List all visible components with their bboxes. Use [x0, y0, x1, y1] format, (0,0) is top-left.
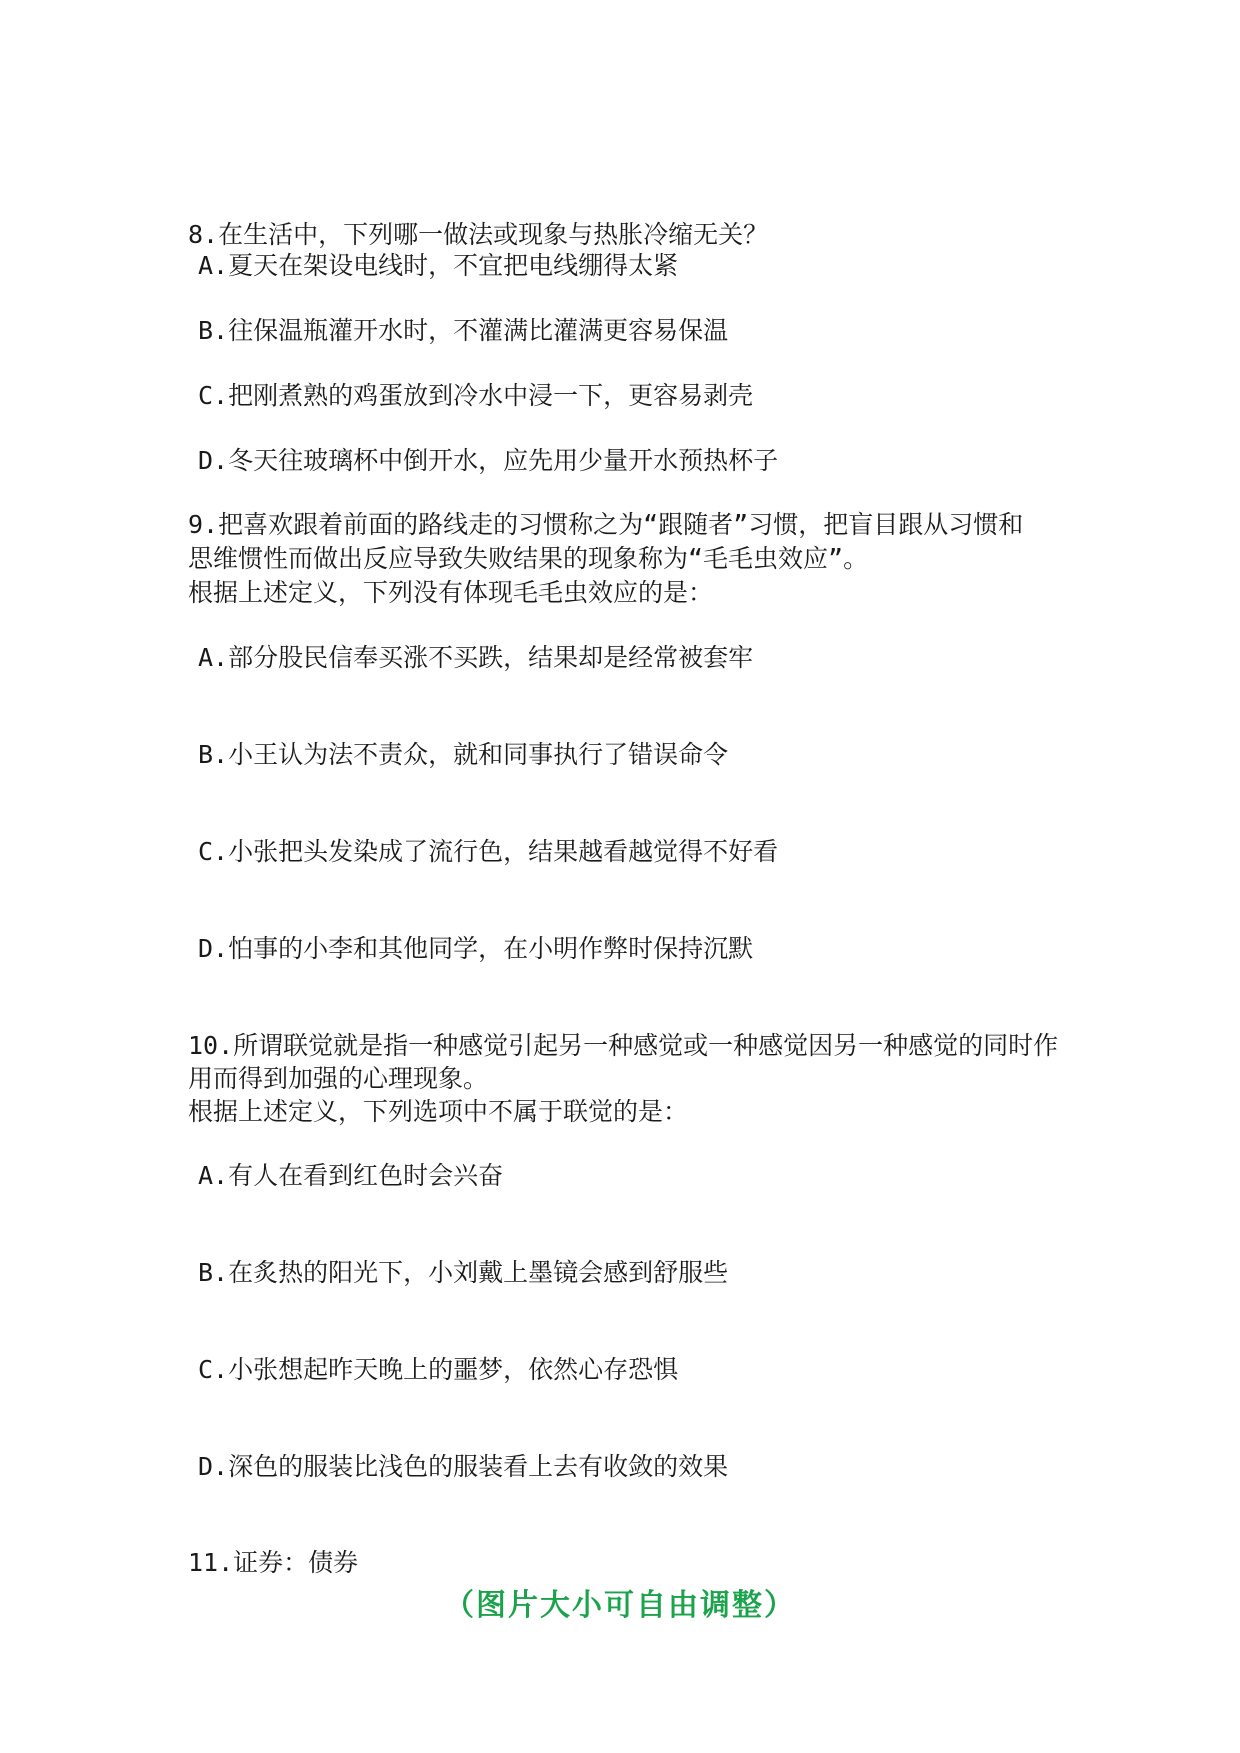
question-9-text-line-3: 根据上述定义，下列没有体现毛毛虫效应的是：: [188, 578, 714, 607]
question-10-option-d: D.深色的服装比浅色的服装看上去有收敛的效果: [198, 1452, 729, 1481]
question-10-option-a: A.有人在看到红色时会兴奋: [198, 1161, 504, 1190]
question-9-option-d: D.怕事的小李和其他同学，在小明作弊时保持沉默: [198, 934, 754, 963]
question-8-text: 8.在生活中，下列哪一做法或现象与热胀冷缩无关？: [188, 220, 769, 249]
question-9-option-c: C.小张把头发染成了流行色，结果越看越觉得不好看: [198, 837, 779, 866]
question-9-text-line-1: 9.把喜欢跟着前面的路线走的习惯称之为“跟随者”习惯，把盲目跟从习惯和: [188, 510, 1024, 539]
question-8-option-d: D.冬天往玻璃杯中倒开水，应先用少量开水预热杯子: [198, 446, 779, 475]
image-resize-note: （图片大小可自由调整）: [444, 1588, 796, 1623]
question-10-option-b: B.在炙热的阳光下，小刘戴上墨镜会感到舒服些: [198, 1258, 729, 1287]
question-10-text-line-1: 10.所谓联觉就是指一种感觉引起另一种感觉或一种感觉因另一种感觉的同时作: [188, 1031, 1059, 1060]
question-8-option-a: A.夏天在架设电线时，不宜把电线绷得太紧: [198, 251, 679, 280]
question-10-text-line-2: 用而得到加强的心理现象。: [188, 1064, 489, 1093]
question-9-text-line-2: 思维惯性而做出反应导致失败结果的现象称为“毛毛虫效应”。: [188, 544, 869, 573]
question-8-option-b: B.往保温瓶灌开水时，不灌满比灌满更容易保温: [198, 316, 729, 345]
question-11-text: 11.证券：债券: [188, 1548, 359, 1577]
question-8-option-c: C.把刚煮熟的鸡蛋放到冷水中浸一下，更容易剥壳: [198, 381, 754, 410]
question-10-option-c: C.小张想起昨天晚上的噩梦，依然心存恐惧: [198, 1355, 679, 1384]
question-10-text-line-3: 根据上述定义，下列选项中不属于联觉的是：: [188, 1097, 689, 1126]
question-9-option-a: A.部分股民信奉买涨不买跌，结果却是经常被套牢: [198, 643, 754, 672]
question-9-option-b: B.小王认为法不责众，就和同事执行了错误命令: [198, 740, 729, 769]
